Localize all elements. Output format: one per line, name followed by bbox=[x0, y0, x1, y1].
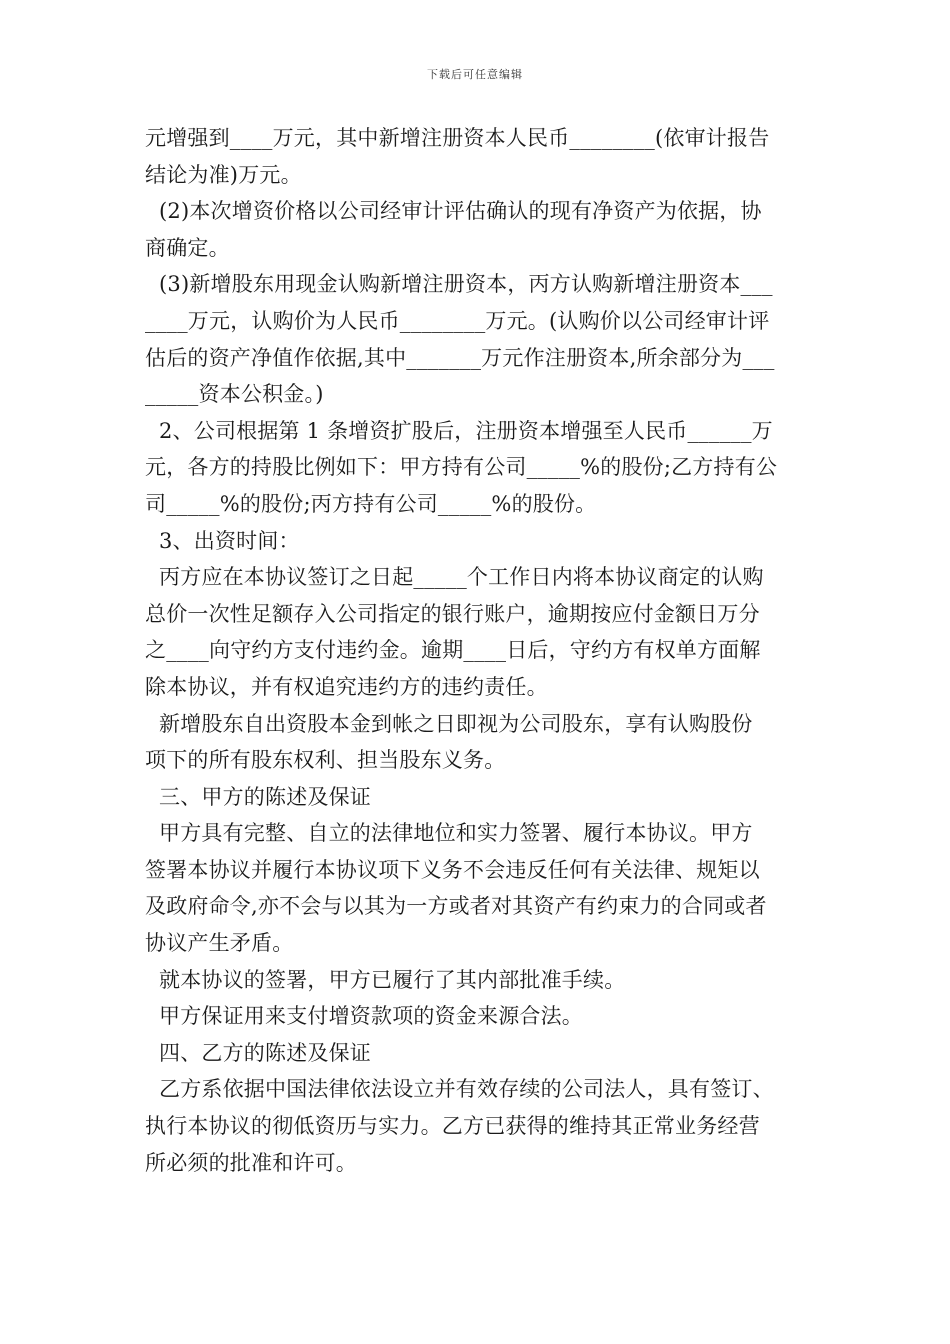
text-line: 司_____%的股份;丙方持有公司_____%的股份。 bbox=[145, 491, 597, 516]
text-line: 估后的资产净值作依据,其中_______万元作注册资本,所余部分为___ bbox=[145, 345, 775, 370]
text-line: 元，各方的持股比例如下：甲方持有公司_____%的股份;乙方持有公 bbox=[145, 455, 778, 480]
text-line: 乙方系依据中国法律依法设立并有效存续的公司法人，具有签订、 bbox=[159, 1077, 774, 1102]
text-line: 除本协议，并有权追究违约方的违约责任。 bbox=[145, 674, 548, 699]
text-line: 签署本协议并履行本协议项下义务不会违反任何有关法律、规矩以 bbox=[145, 857, 760, 882]
text-line: 执行本协议的彻低资历与实力。乙方已获得的维持其正常业务经营 bbox=[145, 1114, 760, 1139]
text-line: 及政府命令,亦不会与以其为一方或者对其资产有约束力的合同或者 bbox=[145, 894, 767, 919]
text-line: 甲方具有完整、自立的法律地位和实力签署、履行本协议。甲方 bbox=[159, 821, 753, 846]
text-line: ____万元，认购价为人民币________万元。(认购价以公司经审计评 bbox=[145, 308, 770, 333]
text-line: (2)本次增资价格以公司经审计评估确认的现有净资产为依据，协 bbox=[159, 199, 762, 224]
text-line: 之____向守约方支付违约金。逾期____日后，守约方有权单方面解 bbox=[145, 638, 761, 663]
text-line: 就本协议的签署，甲方已履行了其内部批准手续。 bbox=[159, 967, 626, 992]
text-line: (3)新增股东用现金认购新增注册资本，丙方认购新增注册资本___ bbox=[159, 272, 773, 297]
text-line: _____资本公积金。) bbox=[145, 382, 324, 407]
text-line: 元增强到____万元，其中新增注册资本人民币________(依审计报告 bbox=[145, 126, 770, 150]
text-line: 所必须的批准和许可。 bbox=[145, 1150, 357, 1175]
text-line: 3、出资时间： bbox=[159, 528, 300, 553]
page-header: 下载后可任意编辑 bbox=[427, 68, 523, 81]
text-line: 总价一次性足额存入公司指定的银行账户，逾期按应付金额日万分 bbox=[145, 601, 760, 626]
text-line: 新增股东自出资股本金到帐之日即视为公司股东，享有认购股份 bbox=[159, 711, 753, 736]
text-line: 2、公司根据第 1 条增资扩股后，注册资本增强至人民币______万 bbox=[159, 418, 773, 443]
section-heading: 三、甲方的陈述及保证 bbox=[159, 784, 371, 809]
text-line: 丙方应在本协议签订之日起_____个工作日内将本协议商定的认购 bbox=[159, 565, 764, 590]
text-line: 结论为准)万元。 bbox=[145, 162, 302, 187]
section-heading: 四、乙方的陈述及保证 bbox=[159, 1040, 371, 1065]
text-line: 项下的所有股东权利、担当股东义务。 bbox=[145, 748, 506, 773]
document-body bbox=[145, 120, 810, 1181]
text-line: 商确定。 bbox=[145, 235, 230, 260]
text-line: 甲方保证用来支付增资款项的资金来源合法。 bbox=[159, 1004, 583, 1029]
text-line: 协议产生矛盾。 bbox=[145, 931, 294, 956]
